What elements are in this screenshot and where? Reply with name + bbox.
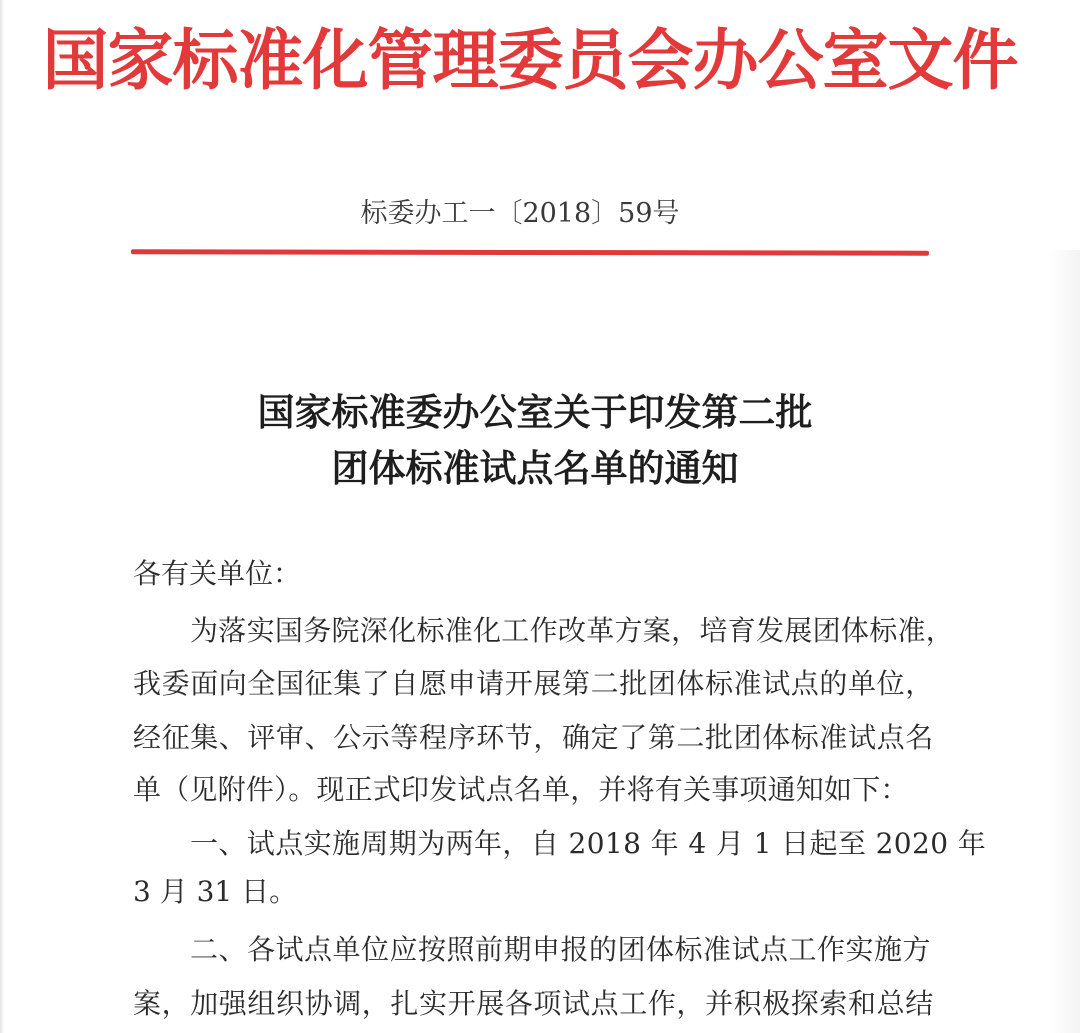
body-line-5: 一、试点实施周期为两年，自 2018 年 4 月 1 日起至 2020 年 xyxy=(190,827,987,860)
scan-shadow-left xyxy=(0,0,4,1033)
body-line-7: 二、各试点单位应按照前期申报的团体标准试点工作实施方 xyxy=(190,933,932,966)
body-line-1: 为落实国务院深化标准化工作改革方案，培育发展团体标准， xyxy=(190,614,955,647)
masthead-title: 国家标准化管理委员会办公室文件 xyxy=(42,21,1018,99)
scan-shadow-right xyxy=(1050,250,1080,1033)
red-divider-rule xyxy=(131,249,929,255)
body-line-3: 经征集、评审、公示等程序环节，确定了第二批团体标准试点名 xyxy=(133,721,934,754)
body-line-6: 3 月 31 日。 xyxy=(133,875,298,908)
body-line-8: 案，加强组织协调，扎实开展各项试点工作，并积极探索和总结 xyxy=(133,987,934,1020)
notice-title-line-2: 团体标准试点名单的通知 xyxy=(331,446,739,490)
salutation: 各有关单位： xyxy=(133,557,302,590)
document-number: 标委办工一〔2018〕59号 xyxy=(360,198,680,229)
notice-title xyxy=(0,384,1070,496)
body-line-4: 单（见附件）。现正式印发试点名单，并将有关事项通知如下： xyxy=(133,773,909,806)
notice-title-line-1: 国家标准委办公室关于印发第二批 xyxy=(257,390,813,434)
body-line-2: 我委面向全国征集了自愿申请开展第二批团体标准试点的单位， xyxy=(133,667,934,700)
